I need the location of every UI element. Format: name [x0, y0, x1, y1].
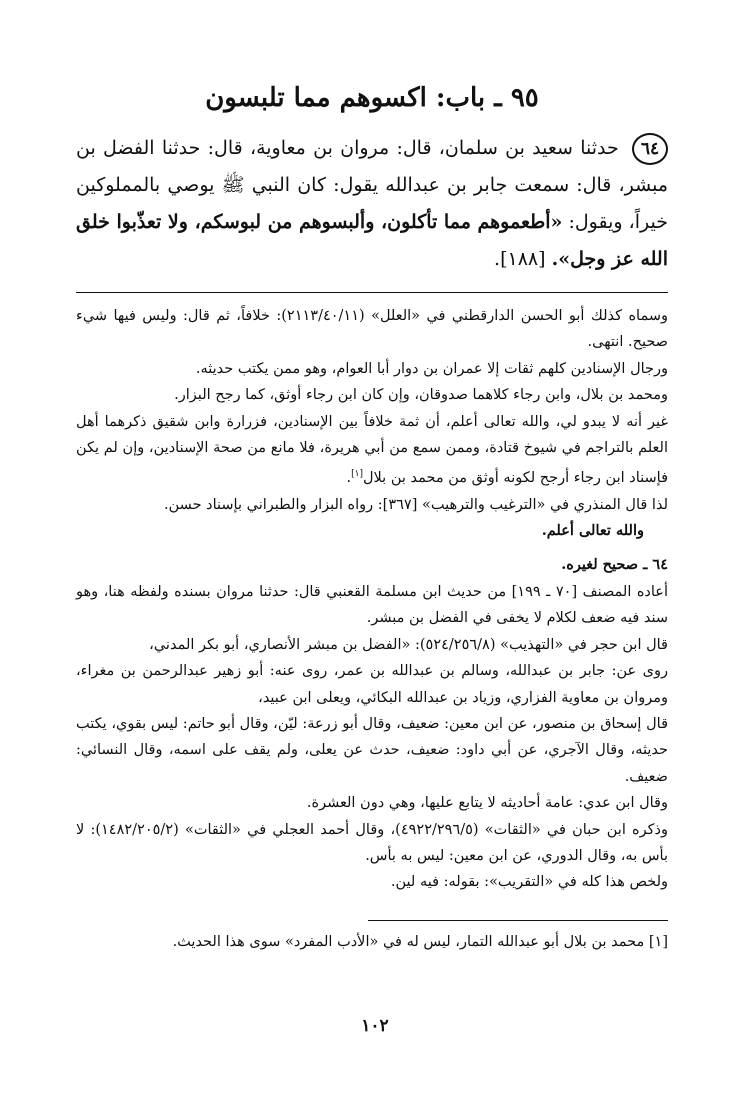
note-line: غير أنه لا يبدو لي، والله تعالى أعلم، أن ثمة خلافاً بين الإسنادين، فزرارة وابن شقيق ذكرهما أهل العلم بالتراجم في شيوخ قتادة، وممن سمع من أبي هريرة، فلا مانع من صحة الإسنادين، وإن لم يكن فإسناد ابن رجاء أرجح لكونه أوثق من محمد بن بلال[١]. [76, 413, 668, 487]
hadith-isnad: حدثنا سعيد بن سلمان، قال: مروان بن معاوية، قال: حدثنا الفضل بن مبشر، قال: سمعت جابر بن عبدالله يقول: كان النبي ﷺ يوصي بالمملوكين خيراً، ويقول: [76, 137, 668, 233]
footnote: [١] محمد بن بلال أبو عبدالله التمار، ليس له في «الأدب المفرد» سوى هذا الحديث. [172, 933, 668, 950]
note-line: ورجال الإسنادين كلهم ثقات إلا عمران بن دوار أبا العوام، وهو ممن يكتب حديثه. [195, 360, 668, 377]
commentary [76, 303, 668, 896]
page-number: ١٠٢ [361, 1016, 389, 1036]
grade-line: وذكره ابن حبان في «الثقات» (٤٩٢٢/٢٩٦/٥)، وقال أحمد العجلي في «الثقات» (١٤٨٢/٢٠٥/٢): لا بأس به، وقال الدوري، عن ابن معين: ليس به بأس. [76, 821, 669, 864]
grade-line: أعاده المصنف [٧٠ ـ ١٩٩] من حديث ابن مسلمة القعنبي قال: حدثنا مروان بسنده ولفظه هنا، وهو سند فيه ضعف لكلام لا يخفى في الفضل بن مبشر. [76, 583, 668, 627]
hadith-number-badge: ٦٤ [632, 133, 668, 165]
footnote-separator [368, 920, 668, 921]
footnote-marker: [١] [351, 469, 363, 480]
hadith-text [76, 130, 668, 278]
note-line: لذا قال المنذري في «الترغيب والترهيب» [٣٦٧]: رواه البزار والطبراني بإسناد حسن. [163, 496, 668, 513]
note-line: ومحمد بن بلال، وابن رجاء كلاهما صدوقان، وإن كان ابن رجاء أوثق، كما رجح البزار. [174, 387, 668, 404]
grade-line: وقال ابن عدي: عامة أحاديثه لا يتابع عليها، وهي دون العشرة. [306, 795, 668, 812]
note-line-text: غير أنه لا يبدو لي، والله تعالى أعلم، أن ثمة خلافاً بين الإسنادين، فزرارة وابن شقيق ذكرهما أهل العلم بالتراجم في شيوخ قتادة، وممن سمع من أبي هريرة، فلا مانع من صحة الإسنادين، وإن لم يكن فإسناد ابن رجاء أرجح لكونه أوثق من محمد بن بلال [76, 413, 668, 487]
closing-phrase: والله تعالى أعلم. [541, 522, 644, 540]
chapter-title: ٩٥ ـ باب: اكسوهم مما تلبسون [205, 83, 539, 113]
grade-line: قال ابن حجر في «التهذيب» (٥٢٤/٢٥٦/٨): «الفضل بن مبشر الأنصاري، أبو بكر المدني، [149, 636, 668, 653]
notes-separator [76, 292, 668, 293]
hadith-reference: [١٨٨]. [494, 248, 546, 270]
grade-line: روى عن: جابر بن عبدالله، وسالم بن عبدالله بن عمر، روى عنه: أبو زهير عبدالرحمن بن مغراء، ومروان بن معاوية الفزاري، وزياد بن عبدالله البكائي، ويعلى ابن عبيد، [76, 663, 668, 706]
hadith-matn: «أطعموهم مما تأكلون، وألبسوهم من لبوسكم، ولا تعذّبوا خلق الله عز وجل». [76, 211, 668, 270]
hadith-grade: ٦٤ ـ صحيح لغيره. [561, 556, 668, 574]
grade-line: ولخص هذا كله في «التقريب»: بقوله: فيه لين. [390, 874, 668, 891]
note-line: وسماه كذلك أبو الحسن الدارقطني في «العلل» (٢١١٣/٤٠/١١): خلافاً، ثم قال: وليس فيها شيء صحيح. انتهى. [76, 308, 668, 351]
grade-line: قال إسحاق بن منصور، عن ابن معين: ضعيف، وقال أبو زرعة: ليّن، وقال أبو حاتم: ليس بقوي، يكتب حديثه، وقال الآجري، عن أبي داود: ضعيف، حدث عن يعلى، ولم يقف على اسمه، وقال النسائي: ضعيف. [76, 715, 668, 785]
